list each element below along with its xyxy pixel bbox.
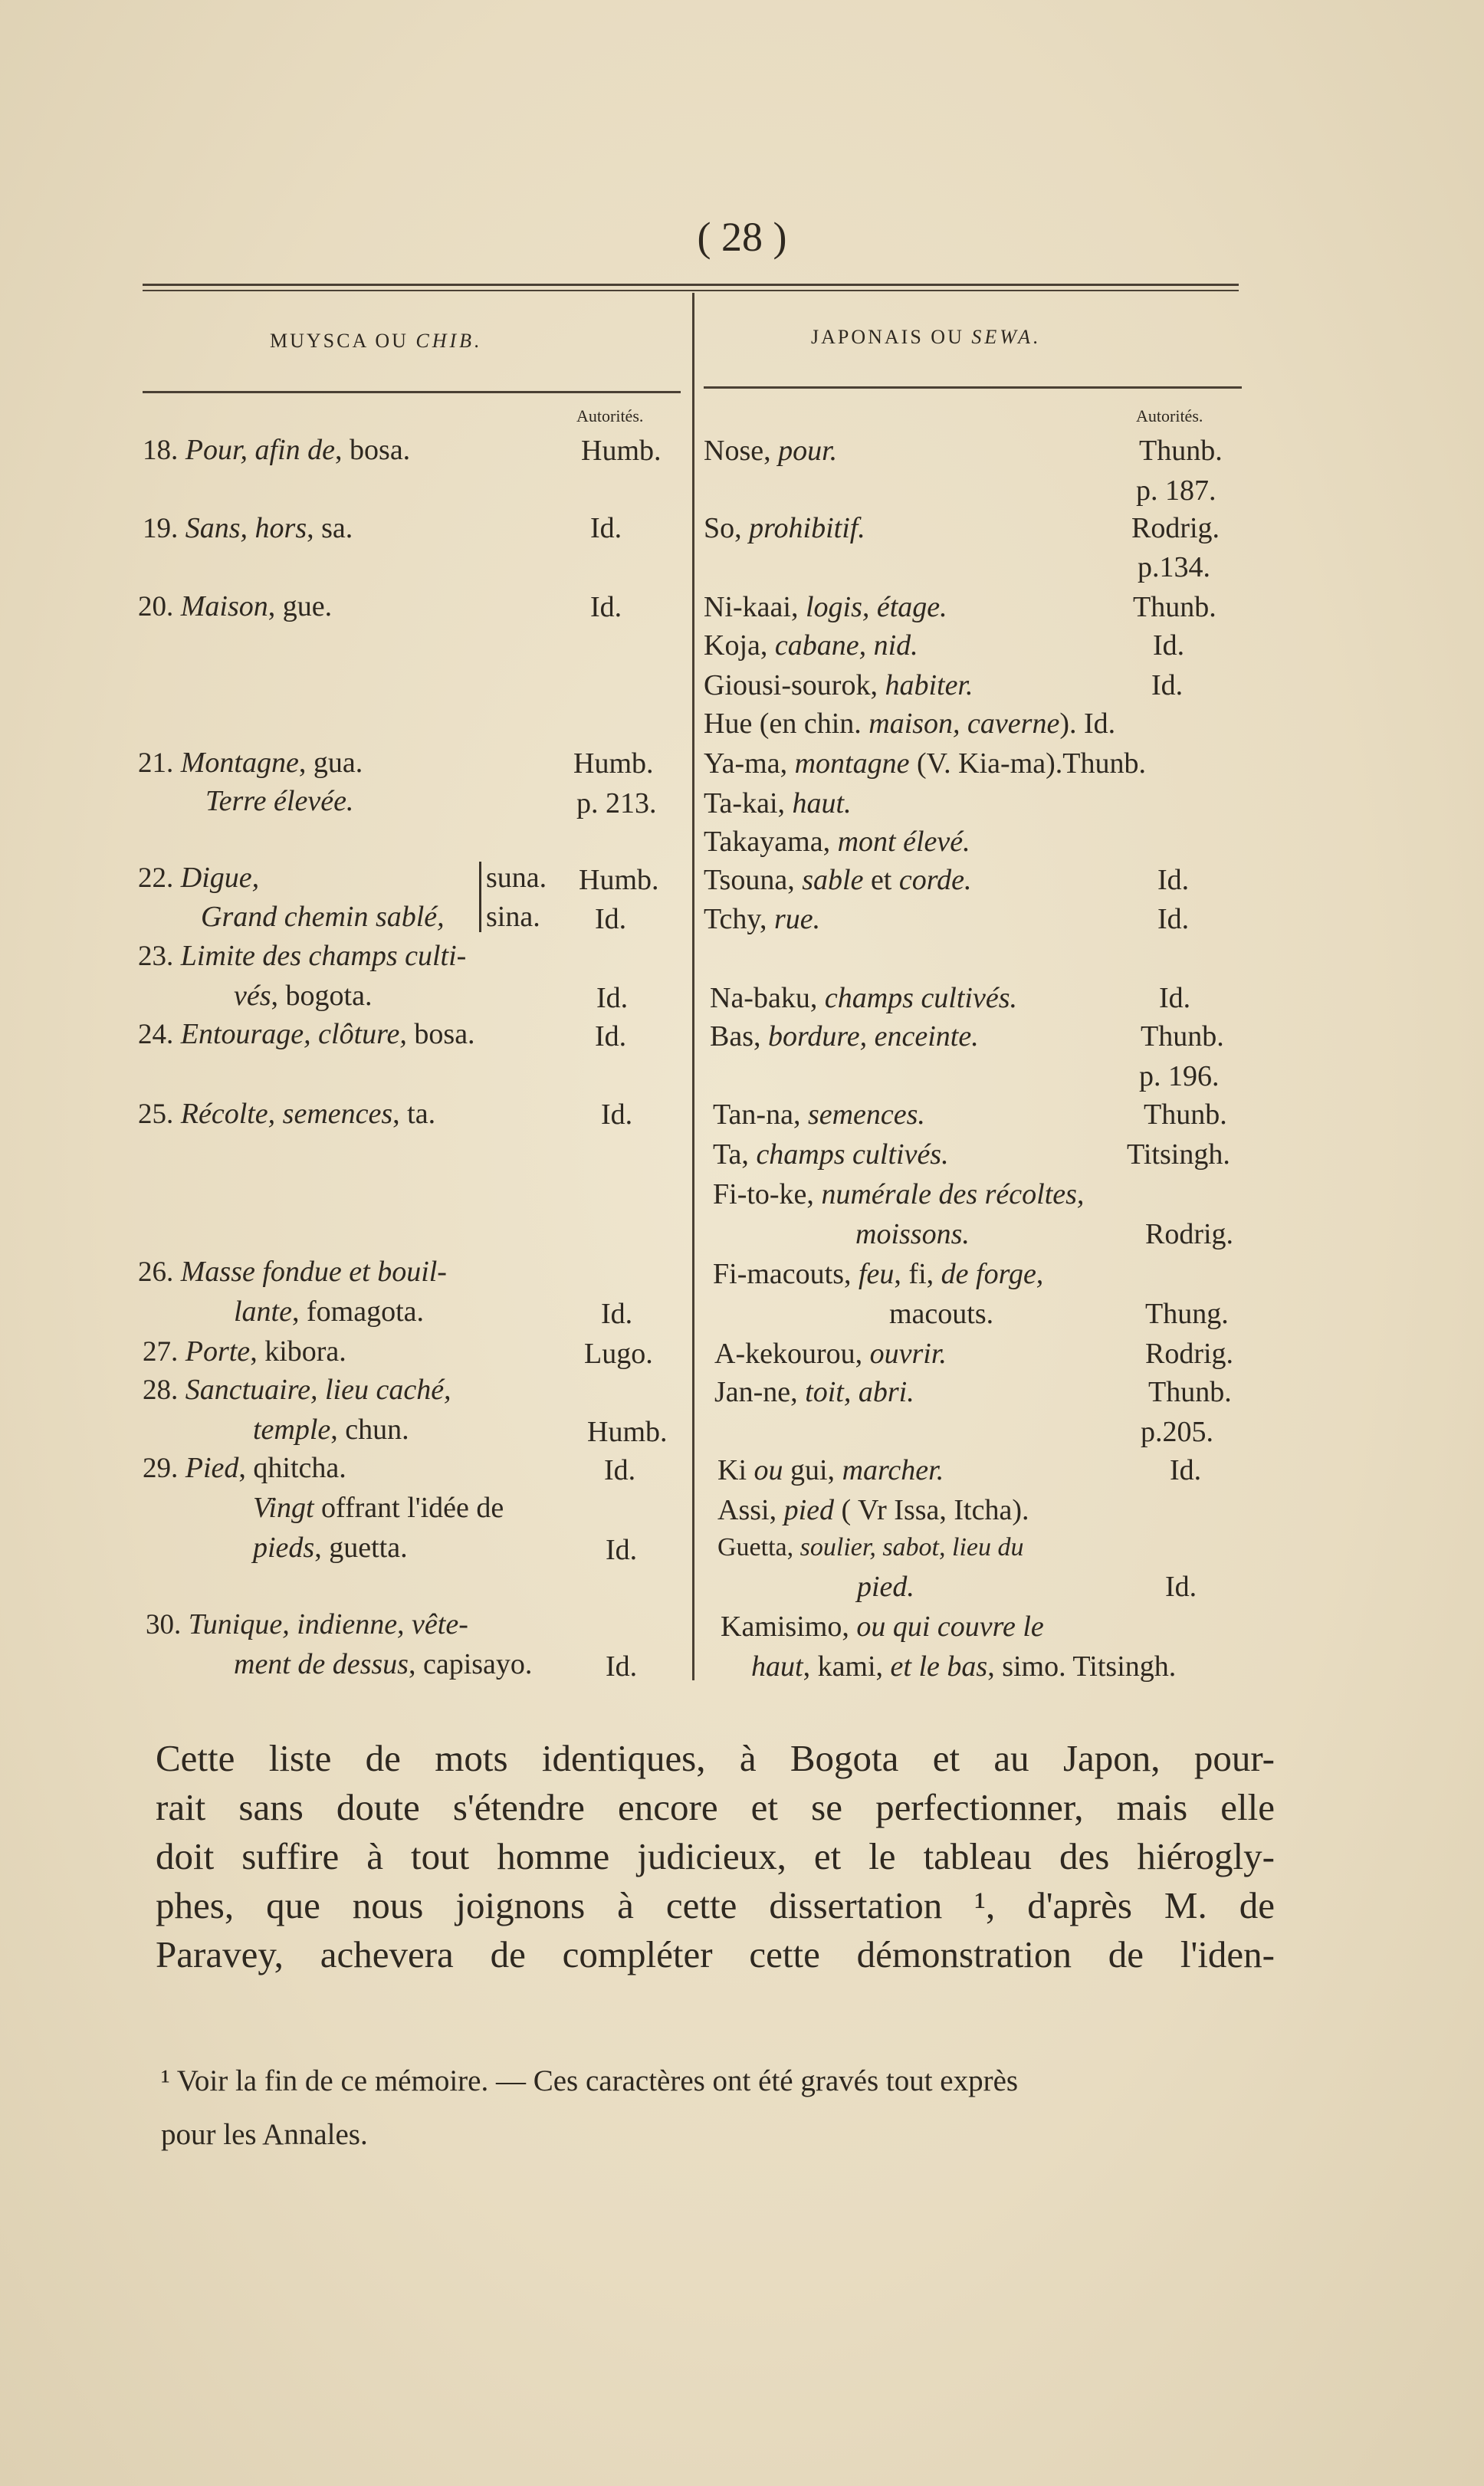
right-row-25c: Fi-to-ke, numérale des récoltes, (713, 1178, 1085, 1210)
right-row-21c: Takayama, mont élevé. (704, 826, 970, 858)
right-row-30: Kamisimo, ou qui couvre le (721, 1611, 1044, 1643)
right-row-21b: Ta-kai, haut. (704, 787, 852, 819)
left-row-21: 21. Montagne, gua. (138, 747, 363, 779)
left-row-20: 20. Maison, gue. (138, 590, 333, 622)
right-authority-18b: p. 187. (1136, 475, 1216, 507)
left-row-22: 22. Digue, (138, 862, 260, 894)
paragraph-line: Paravey, achevera de compléter cette démonstration de l'iden- (156, 1933, 1275, 1975)
left-authority-26b: Id. (601, 1298, 633, 1330)
right-row-27: A-kekourou, ouvrir. (714, 1338, 947, 1370)
right-authority-22b: Id. (1157, 903, 1190, 935)
top-rule-2 (143, 290, 1239, 291)
right-row-22: Tsouna, sable et corde. (704, 864, 972, 896)
left-row-24: 24. Entourage, clôture, bosa. (138, 1018, 475, 1050)
right-row-28: Jan-ne, toit, abri. (714, 1376, 914, 1408)
right-authority-27: Rodrig. (1145, 1338, 1234, 1370)
right-row-29c: Guetta, soulier, sabot, lieu du (717, 1533, 1024, 1562)
right-authority-25b: Titsingh. (1127, 1138, 1230, 1171)
body-paragraph (156, 1734, 1275, 1979)
footnote (161, 2054, 1272, 2162)
left-authority-19: Id. (590, 512, 622, 544)
right-column-header: JAPONAIS OU SEWA. (811, 326, 1042, 348)
right-authority-19: Rodrig. (1131, 512, 1220, 544)
left-row-22b: Grand chemin sablé, (201, 901, 445, 933)
page-number: ( 28 ) (697, 214, 787, 260)
left-row-23: 23. Limite des champs culti- (138, 940, 467, 972)
right-authority-26b: Thung. (1145, 1298, 1229, 1330)
paragraph-line: phes, que nous joignons à cette dissertation ¹, d'après M. de (156, 1884, 1275, 1926)
left-row-26: 26. Masse fondue et bouil- (138, 1256, 447, 1288)
right-authority-19b: p.134. (1138, 551, 1210, 583)
footnote-line: pour les Annales. (161, 2118, 368, 2151)
left-row-25: 25. Récolte, semences, ta. (138, 1098, 436, 1130)
left-authority-29c: Id. (606, 1534, 638, 1566)
left-authority-21b: p. 213. (576, 787, 657, 819)
left-row-22-side: suna. (486, 862, 547, 894)
right-authorities-header: Autorités. (1136, 406, 1203, 425)
right-row-19: So, prohibitif. (704, 512, 865, 544)
left-authority-27: Lugo. (584, 1338, 653, 1370)
column-divider (692, 293, 694, 1680)
left-row-22b-side: sina. (486, 901, 540, 933)
left-authority-18: Humb. (581, 435, 662, 467)
right-row-18: Nose, pour. (704, 435, 838, 467)
left-column-header: MUYSCA OU CHIB. (270, 330, 483, 352)
left-row-19: 19. Sans, hors, sa. (143, 512, 353, 544)
right-row-20b: Koja, cabane, nid. (704, 629, 918, 662)
paragraph-line: doit suffire à tout homme judicieux, et le tableau des hiérogly- (156, 1835, 1275, 1877)
right-authority-28b: p.205. (1141, 1416, 1213, 1448)
left-row-26b: lante, fomagota. (234, 1296, 424, 1328)
paragraph-line: Cette liste de mots identiques, à Bogota et au Japon, pour- (156, 1737, 1275, 1779)
right-row-29: Ki ou gui, marcher. (717, 1454, 944, 1486)
left-authority-29: Id. (604, 1454, 636, 1486)
left-row-18: 18. Pour, afin de, bosa. (143, 434, 411, 466)
right-authority-28: Thunb. (1148, 1376, 1232, 1408)
left-row-23b: vés, bogota. (234, 980, 373, 1012)
right-row-26b: macouts. (889, 1298, 994, 1330)
left-row-29b: Vingt offrant l'idée de (253, 1492, 504, 1524)
right-row-21: Ya-ma, montagne (V. Kia-ma).Thunb. (704, 747, 1146, 780)
right-header-rule (704, 386, 1242, 389)
right-authority-23b: Id. (1159, 982, 1191, 1014)
right-authority-18: Thunb. (1139, 435, 1223, 467)
right-authority-20b: Id. (1153, 629, 1185, 662)
right-row-20d: Hue (en chin. maison, caverne). Id. (704, 708, 1116, 740)
right-row-25: Tan-na, semences. (713, 1099, 925, 1131)
right-authority-22: Id. (1157, 864, 1190, 896)
left-authority-22: Humb. (579, 864, 659, 896)
left-authority-22b: Id. (595, 903, 627, 935)
right-authority-24b: p. 196. (1139, 1060, 1220, 1092)
left-row-30: 30. Tunique, indienne, vête- (146, 1608, 468, 1640)
right-row-25d: moissons. (855, 1218, 970, 1250)
footnote-line: ¹ Voir la fin de ce mémoire. — Ces caractères ont été gravés tout exprès (161, 2064, 1019, 2097)
right-row-20: Ni-kaai, logis, étage. (704, 591, 947, 623)
right-row-20c: Giousi-sourok, habiter. (704, 669, 973, 701)
left-authority-20: Id. (590, 591, 622, 623)
left-authority-23b: Id. (596, 982, 629, 1014)
right-authority-20: Thunb. (1133, 591, 1216, 623)
right-row-26: Fi-macouts, feu, fi, de forge, (713, 1258, 1044, 1290)
right-row-23b: Na-baku, champs cultivés. (710, 982, 1017, 1014)
left-authority-21: Humb. (573, 747, 654, 780)
paragraph-line: rait sans doute s'étendre encore et se perfectionner, mais elle (156, 1786, 1275, 1828)
brace (479, 862, 481, 932)
left-row-30b: ment de dessus, capisayo. (234, 1648, 533, 1680)
left-row-29: 29. Pied, qhitcha. (143, 1452, 346, 1484)
left-row-28b: temple, chun. (253, 1414, 409, 1446)
right-row-25b: Ta, champs cultivés. (713, 1138, 949, 1171)
left-authorities-header: Autorités. (576, 406, 644, 425)
left-authority-24: Id. (595, 1020, 627, 1053)
right-row-29b: Assi, pied ( Vr Issa, Itcha). (717, 1494, 1029, 1526)
left-header-rule (143, 391, 681, 393)
left-authority-25: Id. (601, 1099, 633, 1131)
right-authority-25: Thunb. (1144, 1099, 1227, 1131)
left-row-21b: Terre élevée. (205, 785, 354, 817)
left-authority-28b: Humb. (587, 1416, 668, 1448)
top-rule (143, 284, 1239, 286)
right-authority-29d: Id. (1165, 1571, 1197, 1603)
left-row-28: 28. Sanctuaire, lieu caché, (143, 1374, 451, 1406)
right-authority-25d: Rodrig. (1145, 1218, 1234, 1250)
right-authority-24: Thunb. (1141, 1020, 1224, 1053)
right-authority-20c: Id. (1151, 669, 1184, 701)
right-authority-29: Id. (1170, 1454, 1202, 1486)
right-row-30b: haut, kami, et le bas, simo. Titsingh. (751, 1650, 1177, 1683)
left-row-29c: pieds, guetta. (253, 1532, 408, 1564)
left-row-27: 27. Porte, kibora. (143, 1335, 346, 1368)
right-row-29d: pied. (857, 1571, 914, 1603)
right-row-22b: Tchy, rue. (704, 903, 821, 935)
left-authority-30b: Id. (606, 1650, 638, 1683)
right-row-24: Bas, bordure, enceinte. (710, 1020, 979, 1053)
